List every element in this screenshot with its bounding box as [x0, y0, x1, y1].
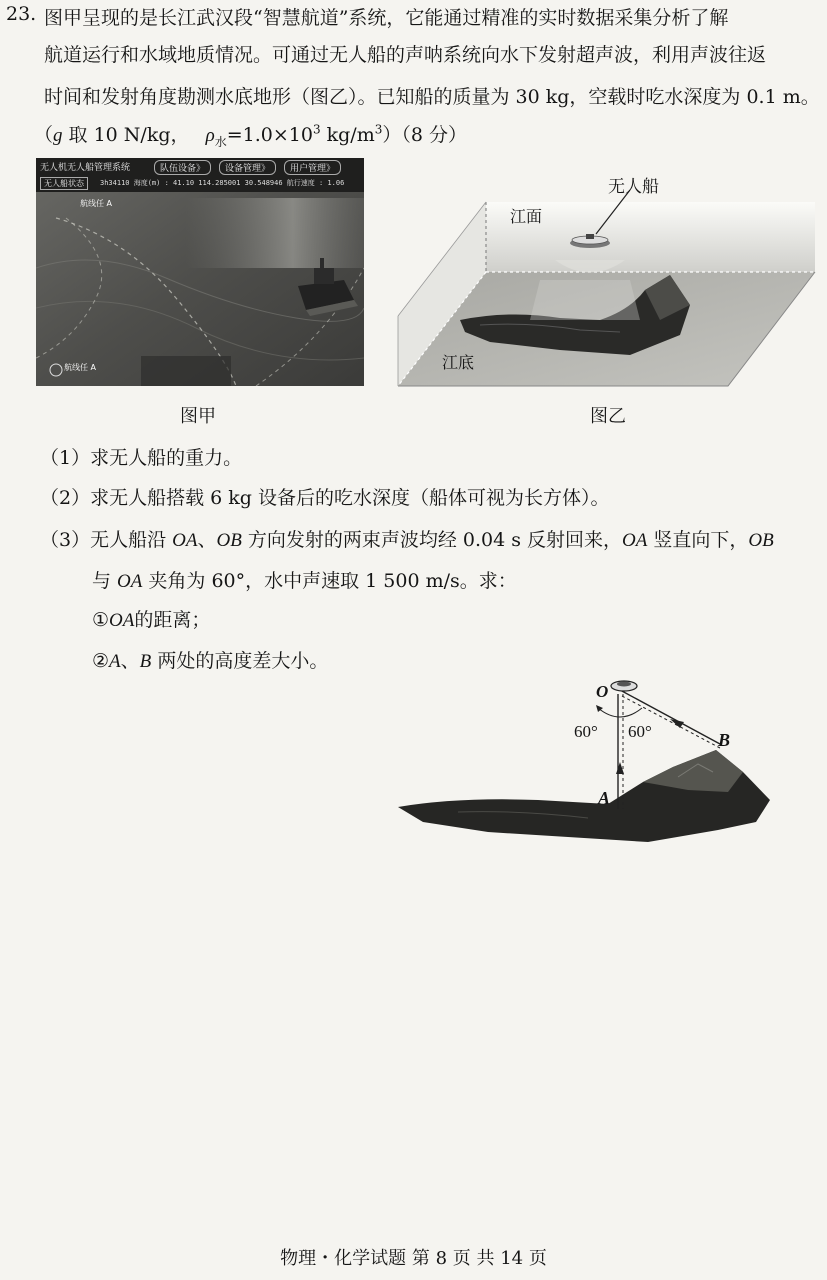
p3-l2-b: 夹角为 60°，水中声速取 1 500 m/s。求：	[142, 570, 517, 592]
p3-OA: OA	[172, 530, 198, 551]
sub2-B: B	[139, 651, 152, 672]
p3-OB-2: OB	[748, 530, 774, 551]
angle-right-label: 60°	[628, 722, 652, 741]
question-line-1: 图甲呈现的是长江武汉段“智慧航道”系统，它能通过精准的实时数据采集分析了解	[44, 7, 729, 29]
angle-left-label: 60°	[574, 722, 598, 741]
sub2-A: A	[109, 651, 121, 672]
seabed-rock	[398, 750, 770, 842]
ui-tab-3[interactable]: 用户管理》	[284, 160, 341, 175]
p3-OA-2: OA	[622, 530, 648, 551]
rho-exponent: 3	[312, 122, 321, 137]
question-line-4	[34, 120, 467, 150]
rho-value: =1.0×10	[226, 124, 313, 146]
p3-OB: OB	[216, 530, 242, 551]
p3-mid-2: 竖直向下，	[647, 529, 749, 551]
figure-jia-caption: 图甲	[180, 406, 216, 427]
p3-l2-OA: OA	[117, 571, 143, 592]
label-river-surface: 江面	[510, 207, 543, 226]
p3-sep: 、	[197, 529, 217, 551]
sonar-diagram-svg	[398, 672, 778, 847]
sub-question-2	[92, 646, 328, 673]
sonar-diagram	[398, 672, 778, 847]
question-line-3: 时间和发射角度勘测水底地形（图乙）。已知船的质量为 30 kg，空载时吃水深度为 0.1 m。	[44, 86, 820, 108]
label-river-bottom: 江底	[442, 353, 475, 372]
p3-l2-a: 与	[92, 570, 118, 592]
part-3-line-2	[92, 566, 517, 593]
ui-tag-bottom: 航线任 A	[64, 363, 97, 372]
boat-icon	[611, 681, 637, 691]
part-1: （1）求无人船的重力。	[40, 447, 243, 469]
figure-jia-photo	[36, 158, 364, 386]
g-value: 取 10 N/kg，	[62, 124, 190, 146]
ui-tab-1[interactable]: 队伍设备》	[154, 160, 211, 175]
sub1-text: 的距离；	[134, 609, 211, 631]
figure-yi-caption: 图乙	[590, 406, 626, 427]
sub2-sep: 、	[120, 650, 140, 672]
rho-unit: kg/m	[320, 124, 375, 146]
part-2: （2）求无人船搭载 6 kg 设备后的吃水深度（船体可视为长方体）。	[40, 487, 610, 509]
sub1-mark: ①	[92, 609, 110, 631]
p3-mid: 方向发射的两束声波均经 0.04 s 反射回来，	[241, 529, 623, 551]
g-symbol: g	[53, 125, 63, 146]
figure-jia	[36, 158, 364, 386]
label-A: A	[598, 788, 611, 808]
label-boat: 无人船	[608, 177, 659, 197]
rho-symbol: ρ	[205, 125, 215, 146]
part-3-line-1	[40, 525, 774, 552]
sub2-text: 两处的高度差大小。	[151, 650, 329, 672]
paren-close: ）（8 分）	[382, 124, 467, 146]
label-B: B	[718, 730, 731, 750]
ui-title: 无人机无人船管理系统	[40, 163, 131, 173]
page-footer: 物理・化学试题 第 8 页 共 14 页	[280, 1248, 547, 1269]
sub2-mark: ②	[92, 650, 110, 672]
question-number: 23.	[6, 3, 37, 25]
sub-question-1	[92, 605, 210, 632]
p3-prefix: （3）无人船沿	[40, 529, 173, 551]
rho-subscript: 水	[214, 134, 227, 149]
sub1-OA: OA	[109, 610, 135, 631]
question-line-2: 航道运行和水域地质情况。可通过无人船的声呐系统向水下发射超声波，利用声波往返	[44, 44, 767, 66]
paren-open: （	[34, 124, 54, 146]
rho-unit-exponent: 3	[374, 122, 383, 137]
label-O: O	[596, 682, 609, 701]
figure-yi	[390, 160, 820, 388]
ui-tag-top: 航线任 A	[80, 199, 113, 208]
ui-tab-2[interactable]: 设备管理》	[219, 160, 276, 175]
ui-side-label[interactable]: 无人船状态	[40, 177, 88, 190]
ui-status-bar: 3h34110 海度(m) : 41.10 114.285001 30.548946 航行速度 : 1.06	[100, 179, 345, 187]
beam-OA	[616, 694, 624, 809]
angle-arc	[598, 708, 642, 717]
